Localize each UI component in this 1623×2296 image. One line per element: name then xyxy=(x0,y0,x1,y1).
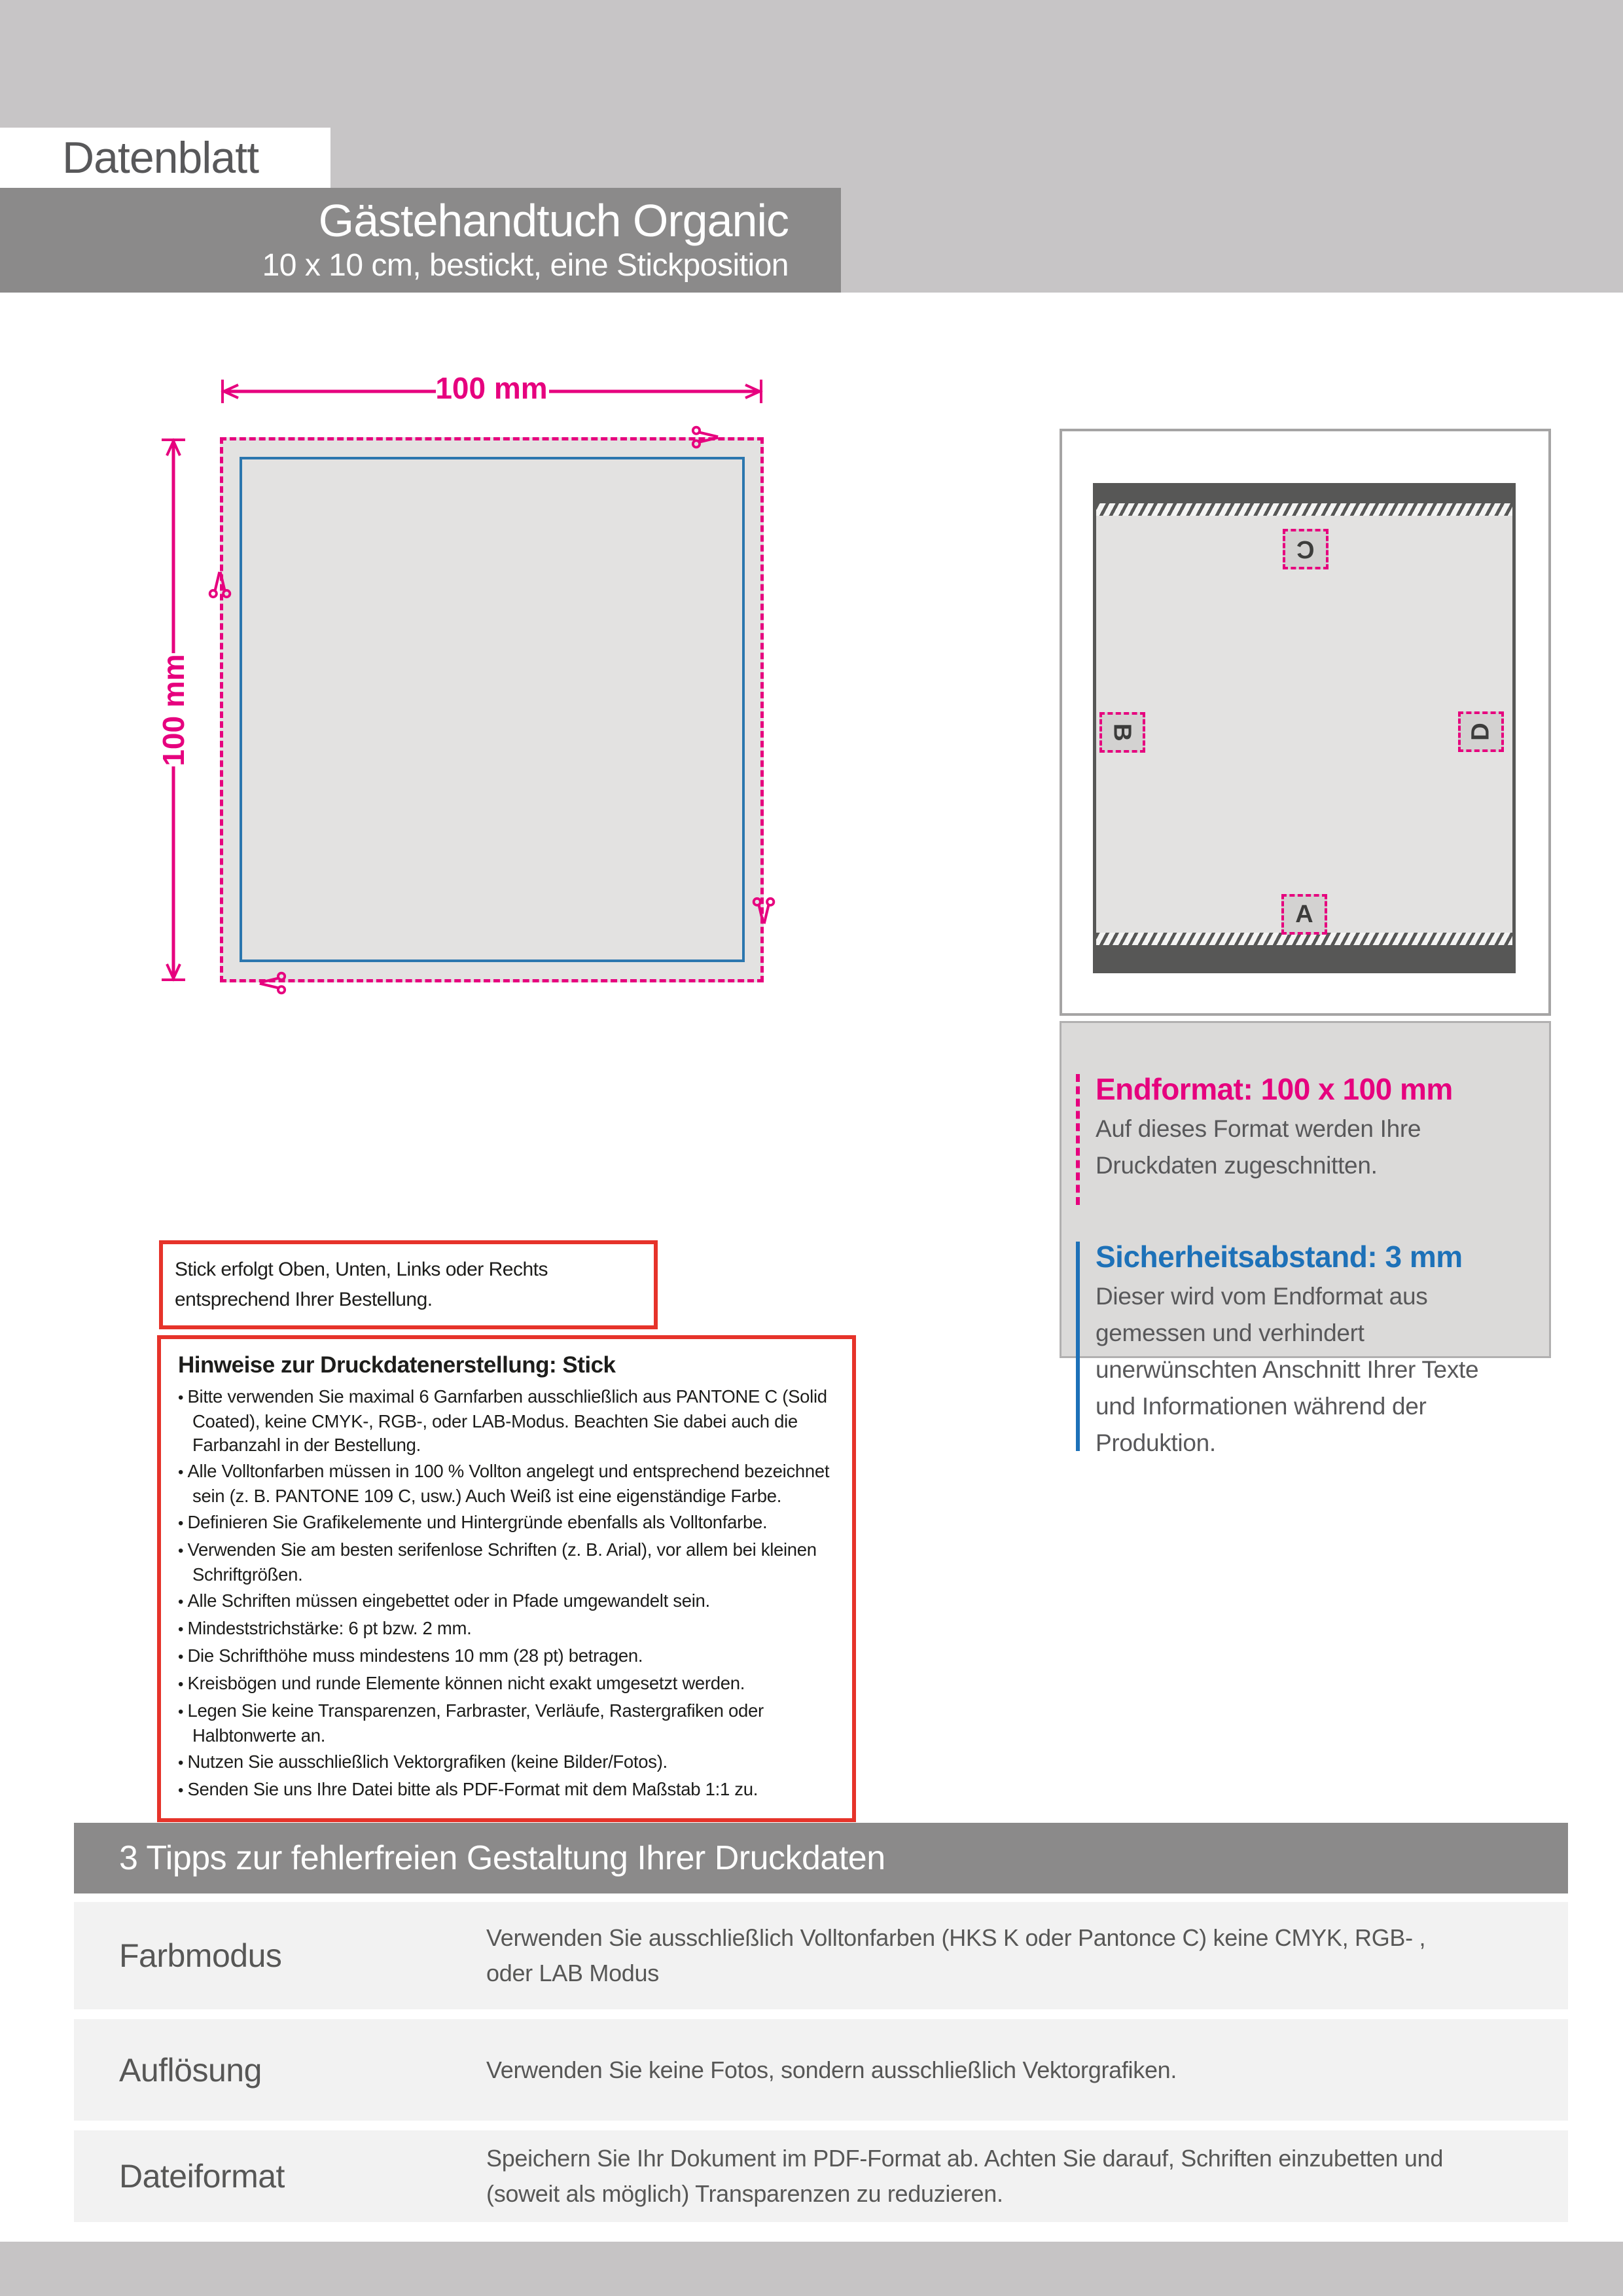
datenblatt-label: Datenblatt xyxy=(62,133,259,183)
tip-text: Verwenden Sie ausschließlich Volltonfarben (HKS K oder Pantonce C) keine CMYK, RGB- , oder LAB Modus xyxy=(486,1924,1426,1986)
height-dimension-label: 100 mm xyxy=(156,654,190,766)
tip-label: Farbmodus xyxy=(119,1937,282,1974)
note-item: • Senden Sie uns Ihre Datei bitte als PDF-Format mit dem Maßstab 1:1 zu. xyxy=(178,1778,839,1803)
safety-text: Dieser wird vom Endformat aus gemessen und verhindert unerwünschten Anschnitt Ihrer Texte und Informationen während der Produktion. xyxy=(1096,1283,1479,1456)
note-item: • Alle Volltonfarben müssen in 100 % Vollton angelegt und entsprechend bezeichnet sein (z. B. PANTONE 109 C, usw.) Auch Weiß ist eine eigenständige Farbe. xyxy=(178,1460,839,1508)
notes-title: Hinweise zur Druckdatenerstellung: Stick xyxy=(178,1352,616,1378)
safety-section xyxy=(1096,1239,1523,1462)
endformat-text: Auf dieses Format werden Ihre Druckdaten zugeschnitten. xyxy=(1096,1115,1421,1179)
note-item: • Kreisbögen und runde Elemente können nicht exakt umgesetzt werden. xyxy=(178,1672,839,1696)
towel-bottom-border-band xyxy=(1096,945,1512,973)
marker-letter: A xyxy=(1295,901,1313,928)
scissors-icon xyxy=(749,896,779,926)
product-subtitle: 10 x 10 cm, bestickt, eine Stickposition xyxy=(262,247,789,283)
tips-section-header xyxy=(74,1823,1568,1893)
datenblatt-badge xyxy=(0,128,330,188)
footer-bar xyxy=(0,2242,1623,2296)
height-dimension xyxy=(156,437,190,982)
towel-top-weave-band xyxy=(1096,503,1512,516)
safety-heading: Sicherheitsabstand: 3 mm xyxy=(1096,1240,1463,1274)
tip-text: Verwenden Sie keine Fotos, sondern ausschließlich Vektorgrafiken. xyxy=(486,2056,1177,2083)
towel-top-border-band xyxy=(1096,483,1512,503)
product-title: Gästehandtuch Organic xyxy=(318,195,789,247)
towel-body xyxy=(1096,516,1512,933)
stick-position-marker-bottom xyxy=(1281,894,1327,935)
note-item: • Definieren Sie Grafikelemente und Hintergründe ebenfalls als Volltonfarbe. xyxy=(178,1511,839,1535)
safety-area-blue-square xyxy=(240,457,745,962)
marker-letter: D xyxy=(1467,723,1495,741)
stick-position-note: Stick erfolgt Oben, Unten, Links oder Rechts entsprechend Ihrer Bestellung. xyxy=(159,1240,658,1329)
scissors-icon xyxy=(257,968,287,998)
notes-list xyxy=(178,1385,839,1803)
note-item: • Die Schrifthöhe muss mindestens 10 mm (28 pt) betragen. xyxy=(178,1644,839,1669)
note-item: • Legen Sie keine Transparenzen, Farbraster, Verläufe, Rastergrafiken oder Halbtonwerte an. xyxy=(178,1699,839,1748)
stick-position-marker-top xyxy=(1283,529,1329,569)
dashed-cutline-icon xyxy=(1076,1074,1080,1205)
towel-preview-panel xyxy=(1060,429,1551,1016)
note-item: • Verwenden Sie am besten serifenlose Schriften (z. B. Arial), vor allem bei kleinen Schriftgrößen. xyxy=(178,1538,839,1587)
tip-row-aufloesung xyxy=(74,2019,1568,2121)
stick-position-marker-left xyxy=(1099,712,1145,753)
note-item: • Bitte verwenden Sie maximal 6 Garnfarben ausschließlich aus PANTONE C (Solid Coated), keine CMYK-, RGB-, oder LAB-Modus. Beachten Sie dabei auch die Farbanzahl in der Bestellung. xyxy=(178,1385,839,1457)
tip-text: Speichern Sie Ihr Dokument im PDF-Format ab. Achten Sie darauf, Schriften einzubetten und (soweit als möglich) Transparenzen zu reduzieren. xyxy=(486,2145,1444,2207)
print-data-notes-box xyxy=(157,1335,856,1822)
product-title-bar xyxy=(0,188,841,293)
note-item: • Nutzen Sie ausschließlich Vektorgrafiken (keine Bilder/Fotos). xyxy=(178,1750,839,1775)
tip-row-farbmodus xyxy=(74,1902,1568,2009)
note-item: • Mindeststrichstärke: 6 pt bzw. 2 mm. xyxy=(178,1617,839,1641)
endformat-heading: Endformat: 100 x 100 mm xyxy=(1096,1072,1453,1106)
scissors-icon xyxy=(205,569,235,600)
tip-label: Auflösung xyxy=(119,2051,262,2089)
format-info-box xyxy=(1060,1021,1551,1456)
endformat-section xyxy=(1096,1071,1523,1184)
marker-letter: C xyxy=(1296,535,1315,563)
scissors-icon xyxy=(690,422,721,452)
solid-safetyline-icon xyxy=(1076,1242,1080,1451)
tip-label: Dateiformat xyxy=(119,2158,285,2195)
marker-letter: B xyxy=(1108,723,1136,742)
width-dimension-label: 100 mm xyxy=(435,371,548,405)
towel-illustration xyxy=(1093,483,1516,973)
tips-title: 3 Tipps zur fehlerfreien Gestaltung Ihrer Druckdaten xyxy=(119,1839,885,1877)
width-dimension xyxy=(220,371,764,406)
note-item: • Alle Schriften müssen eingebettet oder in Pfade umgewandelt sein. xyxy=(178,1589,839,1614)
stick-position-marker-right xyxy=(1458,711,1504,752)
tip-row-dateiformat xyxy=(74,2130,1568,2222)
